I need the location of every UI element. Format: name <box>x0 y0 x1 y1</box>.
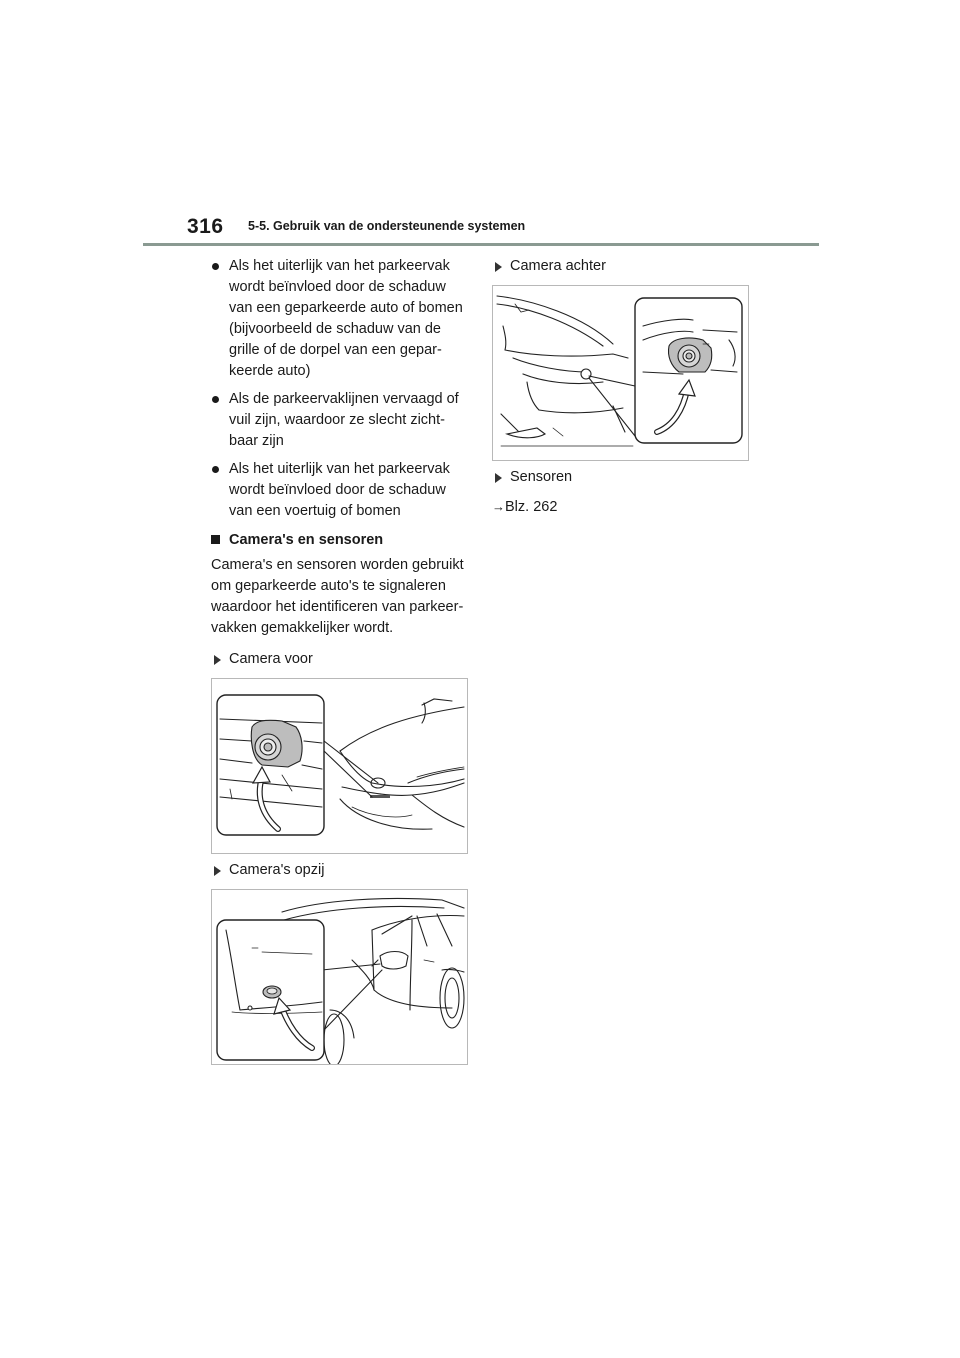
bullet-item <box>211 459 473 522</box>
bullet-icon <box>212 396 219 403</box>
front-camera-illustration <box>211 678 468 854</box>
triangle-marker-icon <box>495 473 502 483</box>
list-item-label: Camera voor <box>229 651 313 667</box>
list-item-rear-camera <box>492 256 754 277</box>
bullet-text: Als de parkeervaklijnen vervaagd of vuil zijn, waardoor ze slecht zicht-baar zijn <box>229 391 459 449</box>
list-item-label: Camera achter <box>510 258 606 274</box>
page-reference[interactable] <box>492 496 754 518</box>
triangle-marker-icon <box>495 262 502 272</box>
header-divider <box>143 243 819 246</box>
square-marker-icon <box>211 535 220 544</box>
reference-arrow-icon: → <box>492 499 505 514</box>
list-item-label: Sensoren <box>510 469 573 485</box>
right-column <box>492 256 754 518</box>
subheading-text: Camera's en sensoren <box>229 532 384 548</box>
list-item-side-camera <box>211 860 473 881</box>
triangle-marker-icon <box>214 655 221 665</box>
reference-text[interactable]: Blz. 262 <box>505 499 558 515</box>
section-title: 5-5. Gebruik van de ondersteunende systemen <box>248 219 526 233</box>
list-item-label: Camera's opzij <box>229 862 325 878</box>
bullet-text: Als het uiterlijk van het parkeervak wordt beïnvloed door de schaduw van een geparkeerde auto of bomen (bijvoorbeeld de schaduw van de grille of de dorpel van een gepar-keerde auto) <box>229 258 463 379</box>
subheading <box>211 530 473 551</box>
bullet-text: Als het uiterlijk van het parkeervak wordt beïnvloed door de schaduw van een voertuig of bomen <box>229 461 450 519</box>
intro-paragraph: Camera's en sensoren worden gebruikt om geparkeerde auto's te signaleren waardoor het identificeren van parkeer-vakken gemakkelijker wordt. <box>211 557 464 636</box>
bullet-item <box>211 389 473 452</box>
left-column <box>211 256 473 1065</box>
page-number: 316 <box>187 215 224 238</box>
list-item-sensors <box>492 467 754 488</box>
triangle-marker-icon <box>214 866 221 876</box>
side-camera-illustration <box>211 889 468 1065</box>
rear-camera-illustration <box>492 285 749 461</box>
bullet-icon <box>212 263 219 270</box>
bullet-item <box>211 256 473 382</box>
bullet-icon <box>212 466 219 473</box>
list-item-front-camera <box>211 649 473 670</box>
